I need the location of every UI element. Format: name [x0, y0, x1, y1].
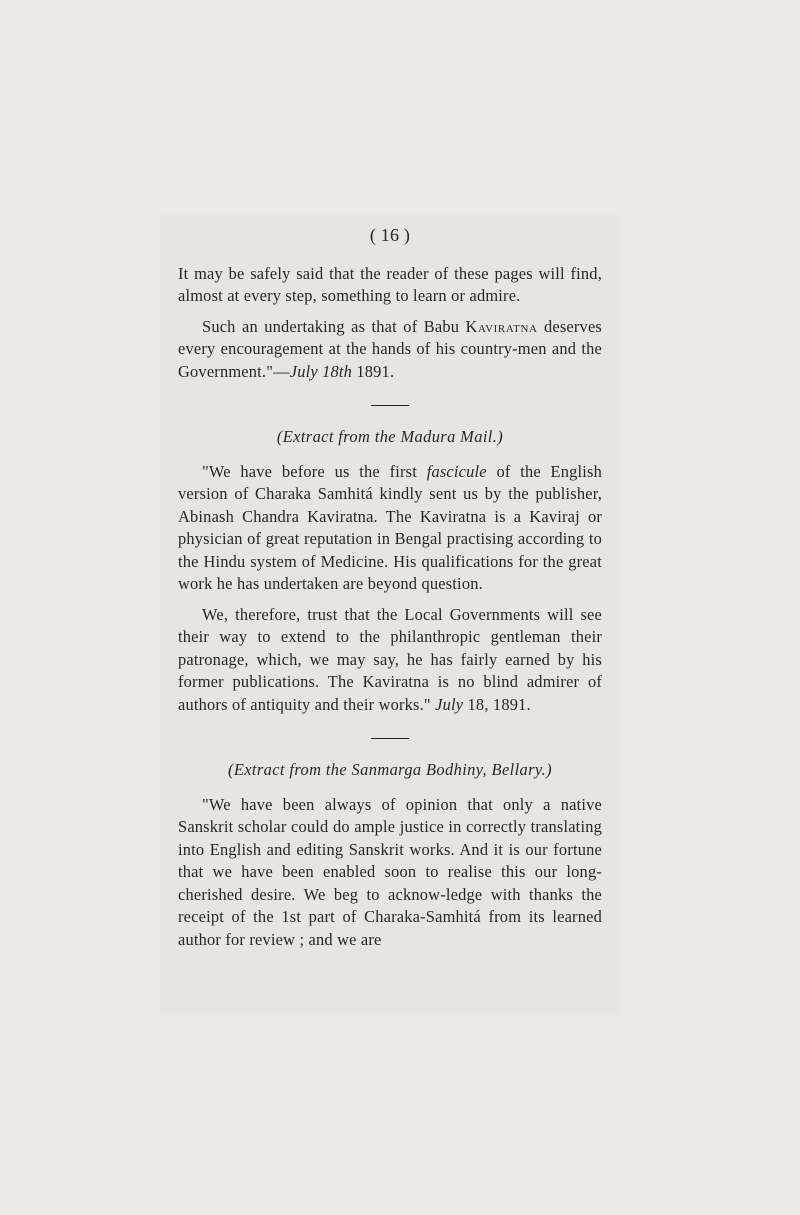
- sanmarga-heading: (Extract from the Sanmarga Bodhiny, Bellary.): [227, 760, 553, 779]
- date-year: 1891.: [352, 361, 395, 381]
- paragraph-text: Such an undertaking as that of Babu: [202, 316, 466, 336]
- date-rest: 18, 1891.: [463, 694, 531, 714]
- paragraph-text: "We have before us the first: [202, 461, 427, 481]
- madura-heading: (Extract from the Madura Mail.): [276, 427, 504, 446]
- sanmarga-paragraph-1: "We have been always of opinion that only a native Sanskrit scholar could do ample justice in correctly translating into English and editing Sanskrit works. And it is our fortune that we have been enabled soon to realise this our long-cherished desire. We beg to acknow-ledge with thanks the receipt of the 1st part of Charaka-Samhitá from its learned author for review ; and we are: [178, 794, 602, 949]
- madura-paragraph-1: [178, 461, 602, 596]
- madura-paragraph-2: [178, 604, 602, 717]
- continuation-paragraph-1: It may be safely said that the reader of these pages will find, almost at every step, something to learn or admire.: [178, 263, 602, 305]
- paragraph-text: We, therefore, trust that the Local Governments will see their way to extend to the philanthropic gentleman their patronage, which, we may say, he has fairly earned by his former publications. The Kaviratna is no blind admirer of authors of antiquity and their works.": [178, 604, 602, 714]
- page-text: [178, 224, 602, 951]
- paragraph-text: deserves every encouragement at the hands of his country-men and the Government."—: [178, 316, 602, 381]
- author-name: Kaviratna: [465, 316, 538, 336]
- section-divider: [371, 405, 409, 406]
- paragraph-text: of the English version of Charaka Samhitá kindly sent us by the publisher, Abinash Chandra Kaviratna. The Kaviratna is a Kaviraj or physician of great reputation in Bengal practising according to the Hindu system of Medicine. His qualifications for the great work he has undertaken are beyond question.: [178, 461, 602, 593]
- date-italic: July 18th: [289, 361, 353, 381]
- section-divider: [371, 738, 409, 739]
- page-number: ( 16 ): [369, 225, 411, 245]
- date-italic: July: [435, 694, 464, 714]
- fascicule-italic: fascicule: [426, 461, 487, 481]
- continuation-paragraph-2: [178, 316, 602, 384]
